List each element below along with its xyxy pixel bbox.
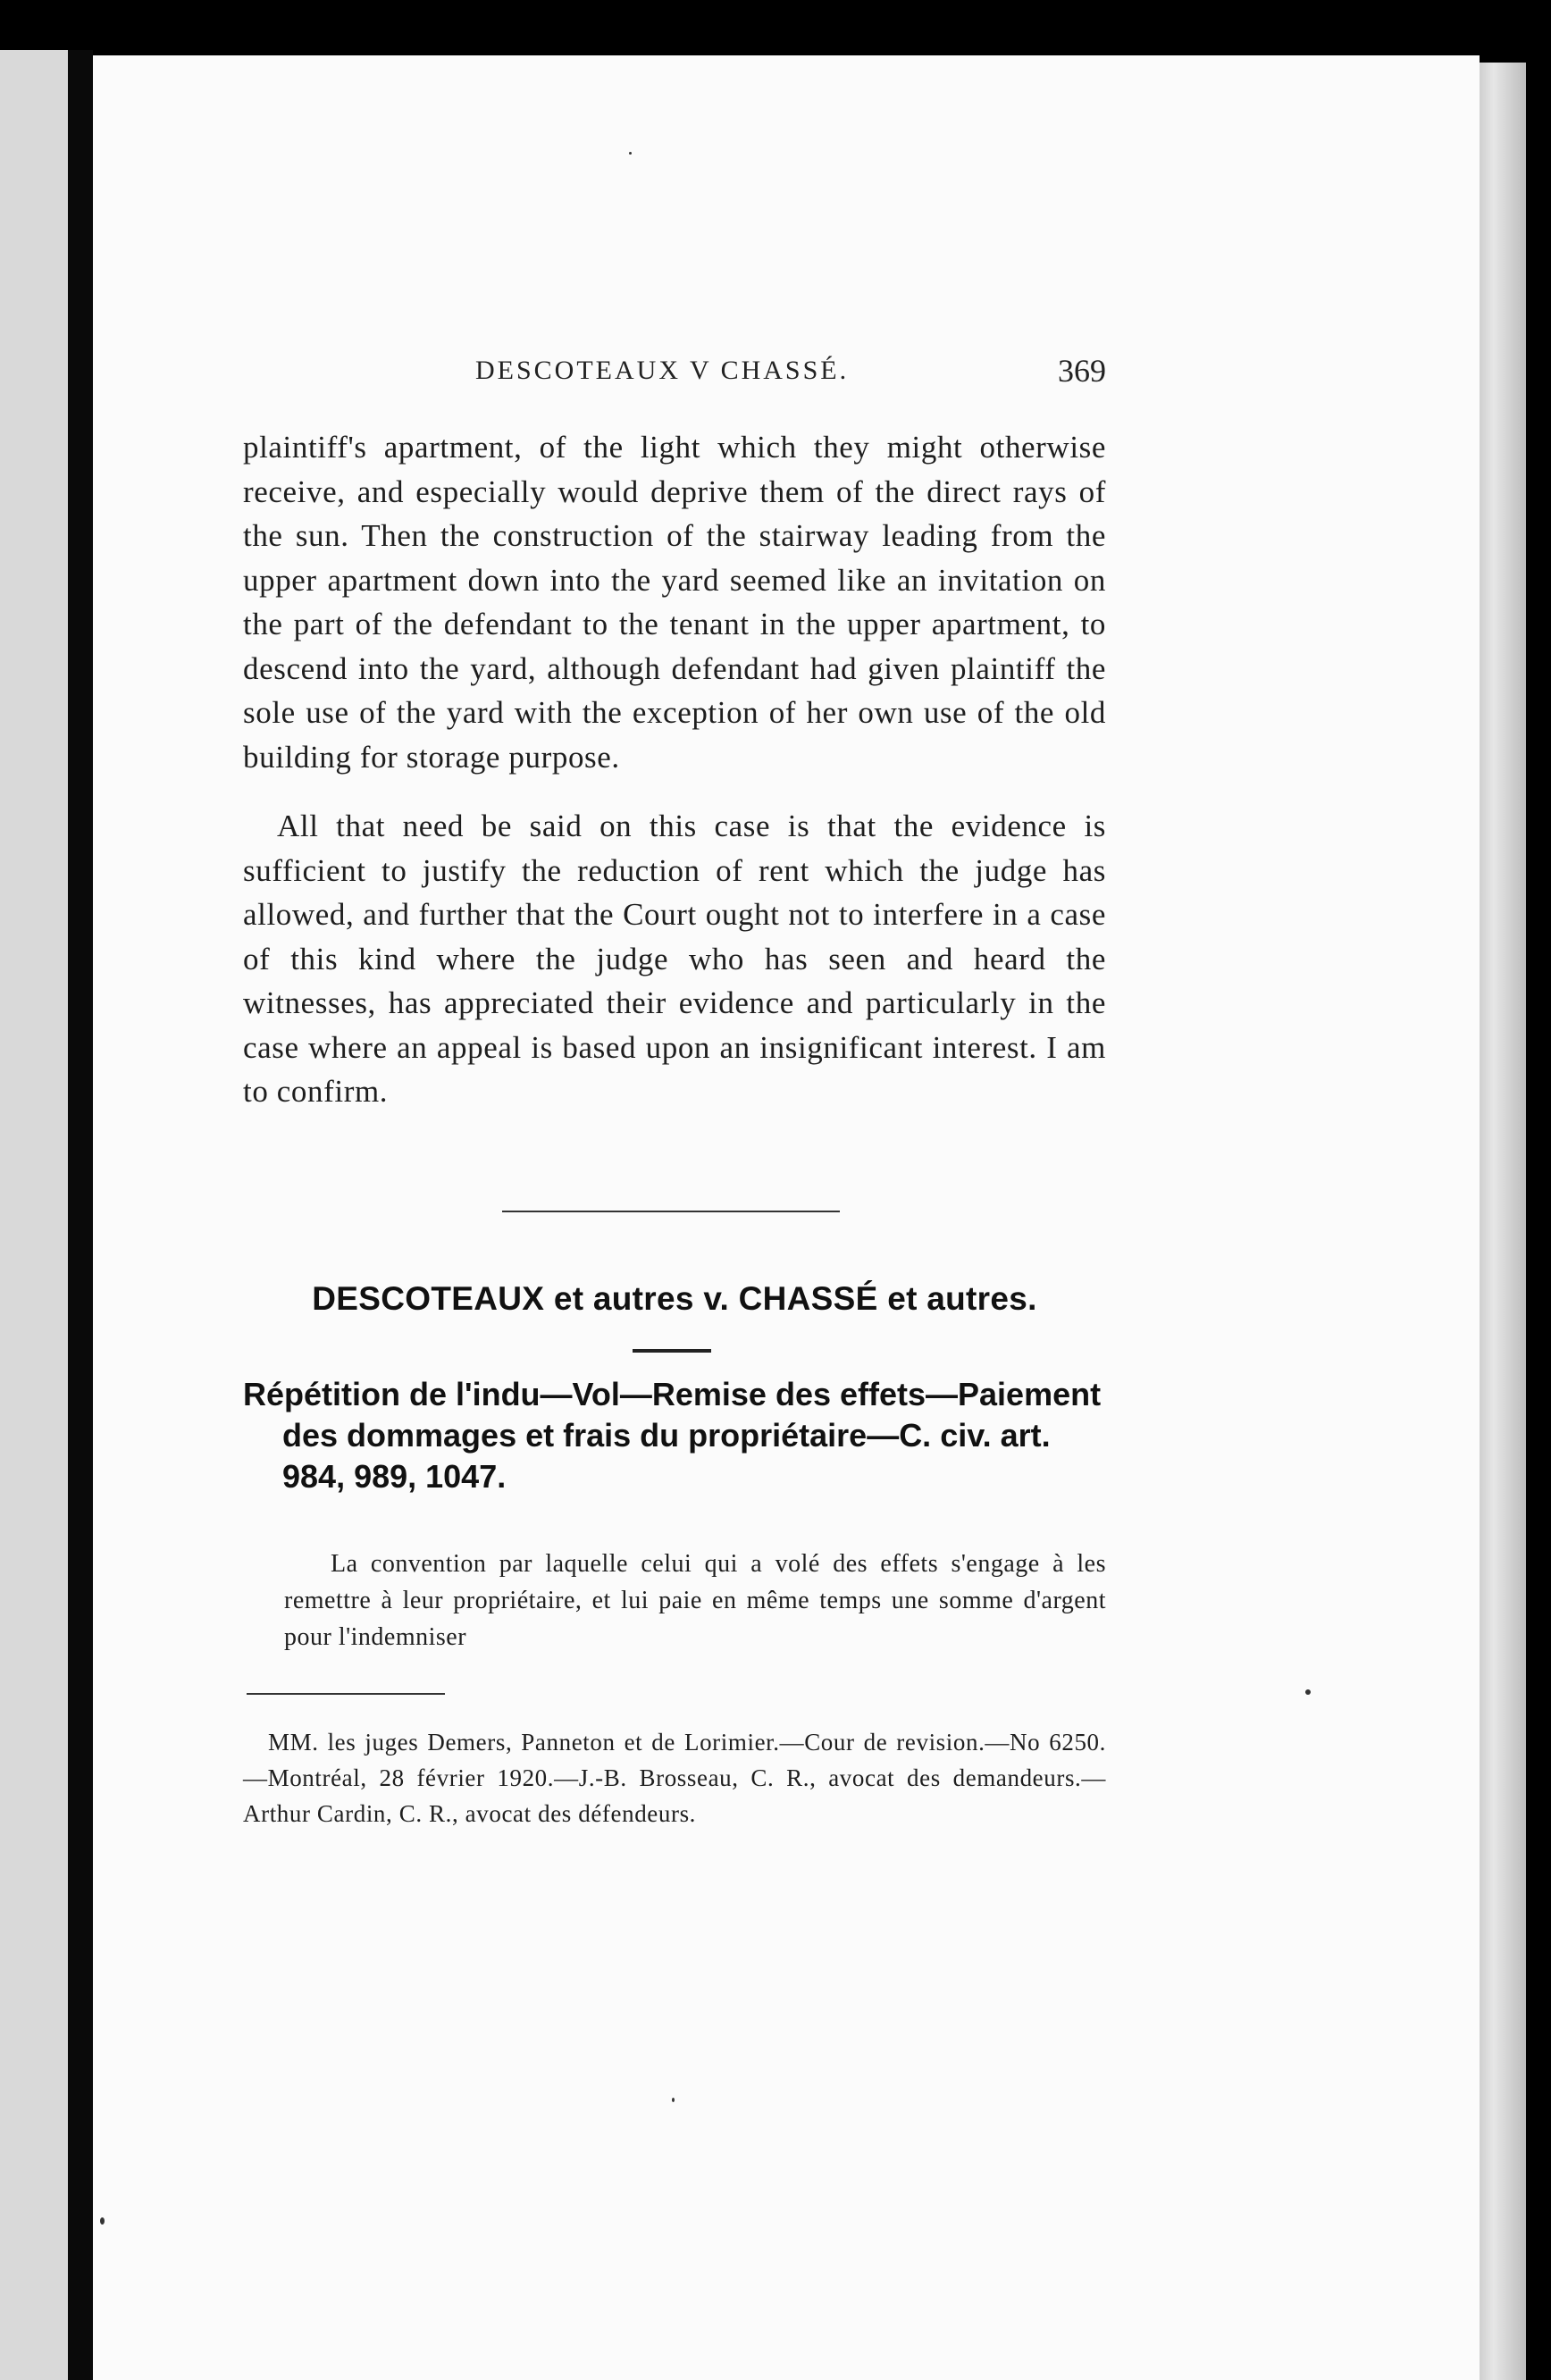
case-title: DESCOTEAUX et autres v. CHASSÉ et autres. (312, 1280, 1037, 1317)
page-number: 369 (1058, 353, 1106, 389)
running-head (243, 353, 1106, 391)
body-paragraph-1: plaintiff's apartment, of the light which they might otherwise receive, and especially would deprive them of the direct rays of the sun. Then the construction of the stairway leading from the upper apartment down into the yard seemed like an invitation on the part of the defendant to the tenant in the upper apartment, to descend into the yard, although defendant had given plaintiff the sole use of the yard with the exception of her own use of the old building for storage purpose. (243, 430, 1106, 775)
footnote: MM. les juges Demers, Panneton et de Lorimier.—Cour de revision.—No 6250.—Montréal, 28 février 1920.—J.-B. Brosseau, C. R., avocat des demandeurs.—Arthur Cardin, C. R., avocat des défendeurs. (243, 1729, 1106, 1827)
running-head-title: DESCOTEAUX V CHASSÉ. (475, 356, 850, 385)
page-stack-edge (1480, 63, 1526, 2380)
scan-speck (672, 2098, 675, 2102)
body-text (243, 425, 1106, 1114)
footnote-rule (247, 1693, 445, 1695)
scan-speck (1305, 1689, 1311, 1695)
book-gutter (68, 50, 93, 2380)
case-headnote: Répétition de l'indu—Vol—Remise des effets—Paiement des dommages et frais du propriétaire—C. civ. art. 984, 989, 1047. (243, 1376, 1102, 1495)
previous-page-edge (0, 50, 68, 2380)
body-paragraph-2: All that need be said on this case is that the evidence is sufficient to justify the reduction of rent which the judge has allowed, and further that the Court ought not to interfere in a case of this kind where the judge who has seen and heard the witnesses, has appreciated their evidence and particularly in the case where an appeal is based upon an insignificant interest. I am to confirm. (243, 809, 1106, 1109)
scan-speck (100, 2217, 105, 2225)
section-divider-rule (502, 1211, 840, 1212)
title-underline-rule (633, 1349, 711, 1353)
case-summary: La convention par laquelle celui qui a volé des effets s'engage à les remettre à leur propriétaire, et lui paie en même temps une somme d'argent pour l'indemniser (284, 1550, 1106, 1651)
book-page (93, 55, 1480, 2380)
scan-speck (629, 152, 632, 155)
